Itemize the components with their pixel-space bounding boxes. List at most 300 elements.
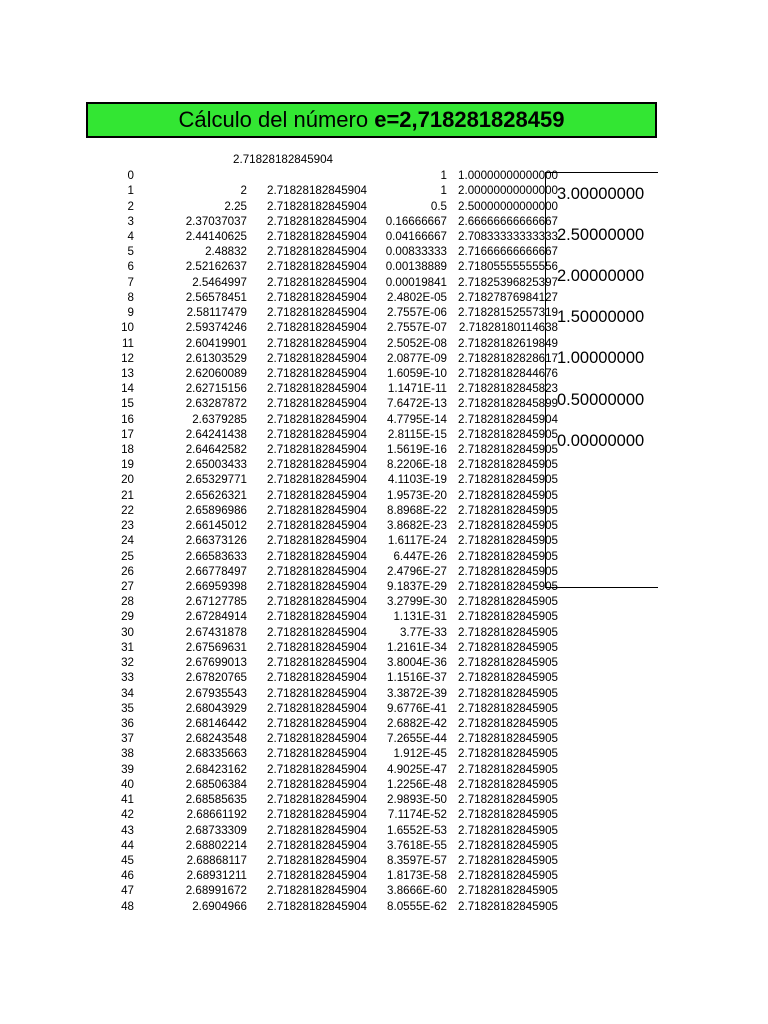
term-cell: 3.8666E-60 [387,884,447,898]
e-value-cell: 2.71828182845904 [267,229,367,243]
term-cell: 0.00138889 [385,260,447,274]
sum-cell: 2.71828182845905 [458,610,558,624]
index-cell: 5 [127,245,134,259]
e-value-cell: 2.71828182845904 [267,199,367,213]
e-value-cell: 2.71828182845904 [267,701,367,715]
approx-cell: 2.66959398 [185,580,247,594]
approx-cell: 2.68043929 [185,701,247,715]
approx-cell: 2.68733309 [185,823,247,837]
e-value-cell: 2.71828182845904 [267,884,367,898]
table-row [100,701,558,716]
table-row [100,488,558,503]
table-row [100,259,558,274]
sum-cell: 2.71805555555556 [458,260,558,274]
term-cell: 3.8682E-23 [387,519,447,533]
index-cell: 10 [121,321,134,335]
index-cell: 17 [121,427,134,441]
approx-cell: 2.64642582 [185,443,247,457]
term-cell: 3.2799E-30 [387,595,447,609]
term-cell: 1.2161E-34 [387,640,447,654]
index-cell: 38 [121,747,134,761]
e-value-cell: 2.71828182845904 [267,473,367,487]
term-cell: 2.6882E-42 [387,716,447,730]
table-row [100,625,558,640]
term-cell: 4.7795E-14 [387,412,447,426]
e-value-cell: 2.71828182845904 [267,838,367,852]
index-cell: 33 [121,671,134,685]
table-row [100,807,558,822]
sum-cell: 2.71827876984127 [458,290,558,304]
table-row [100,716,558,731]
approx-cell: 2.68335663 [185,747,247,761]
term-cell: 2.5052E-08 [387,336,447,350]
sum-cell: 2.71828182845905 [458,458,558,472]
chart-area [545,172,668,588]
sum-cell: 2.71828182619849 [458,336,558,350]
table-row [100,198,558,213]
e-value-cell: 2.71828182845904 [267,671,367,685]
index-cell: 34 [121,686,134,700]
approx-cell: 2.56578451 [185,290,247,304]
term-cell: 1.131E-31 [393,610,447,624]
approx-cell: 2.67127785 [185,595,247,609]
table-row [100,822,558,837]
approx-cell: 2.6904966 [192,899,247,913]
e-value-cell: 2.71828182845904 [267,656,367,670]
sum-cell: 2.71828182845905 [458,869,558,883]
e-value-cell: 2.71828182845904 [267,351,367,365]
term-cell: 7.2655E-44 [387,732,447,746]
index-cell: 0 [127,169,134,183]
term-cell: 7.6472E-13 [387,397,447,411]
approx-cell: 2.66778497 [185,564,247,578]
approx-cell: 2.65896986 [185,503,247,517]
approx-cell: 2.65003433 [185,458,247,472]
approx-cell: 2.68146442 [185,716,247,730]
e-value-cell: 2.71828182845904 [267,580,367,594]
term-cell: 6.447E-26 [393,549,447,563]
table-row [100,655,558,670]
sum-cell: 2.71828182845905 [458,625,558,639]
sum-cell: 2.71828180114638 [458,321,558,335]
sum-cell: 2.71828182845905 [458,884,558,898]
e-value-cell: 2.71828182845904 [267,336,367,350]
approx-cell: 2.65329771 [185,473,247,487]
index-cell: 20 [121,473,134,487]
sum-cell: 2.50000000000000 [458,199,558,213]
limit-value-cell: 2.71828182845904 [233,153,333,166]
index-cell: 31 [121,640,134,654]
table-row [100,503,558,518]
y-axis-tick-label: 1.50000000 [557,308,645,327]
index-cell: 30 [121,625,134,639]
approx-cell: 2.37037037 [185,214,247,228]
approx-cell: 2.68661192 [186,808,247,822]
approx-cell: 2.68802214 [185,838,247,852]
index-cell: 4 [127,229,134,243]
sum-cell: 2.71828182845905 [458,503,558,517]
sum-cell: 1.00000000000000 [458,169,558,183]
term-cell: 3.7618E-55 [387,838,447,852]
table-row [100,366,558,381]
e-value-cell: 2.71828182845904 [267,549,367,563]
term-cell: 2.8115E-15 [387,427,447,441]
e-value-cell: 2.71828182845904 [267,595,367,609]
index-cell: 25 [121,549,134,563]
index-cell: 9 [127,306,134,320]
approx-cell: 2.65626321 [185,488,247,502]
sum-cell: 2.71828182845905 [458,808,558,822]
approx-cell: 2.68585635 [185,793,247,807]
table-row [100,853,558,868]
y-axis-tick-label: 1.00000000 [557,349,645,368]
e-value-cell: 2.71828182845904 [267,869,367,883]
index-cell: 47 [121,884,134,898]
index-cell: 32 [121,656,134,670]
index-cell: 15 [121,397,134,411]
term-cell: 2.4802E-05 [387,290,447,304]
e-value-cell: 2.71828182845904 [267,321,367,335]
sum-cell: 2.71828182845905 [458,640,558,654]
term-cell: 3.3872E-39 [387,686,447,700]
y-axis-tick-label: 2.00000000 [557,267,645,286]
e-value-cell: 2.71828182845904 [267,610,367,624]
term-cell: 1.8173E-58 [387,869,447,883]
table-row [100,214,558,229]
table-row [100,229,558,244]
e-value-cell: 2.71828182845904 [267,762,367,776]
term-cell: 1 [440,169,447,183]
term-cell: 2.4796E-27 [387,564,447,578]
sum-cell: 2.71825396825397 [458,275,558,289]
approx-cell: 2.68991672 [185,884,247,898]
e-value-cell: 2.71828182845904 [267,214,367,228]
term-cell: 8.8968E-22 [387,503,447,517]
sum-cell: 2.71828182845905 [458,838,558,852]
table-row [100,396,558,411]
term-cell: 1.9573E-20 [387,488,447,502]
table-row [100,533,558,548]
term-cell: 7.1174E-52 [387,808,447,822]
sum-cell: 2.71828182845905 [458,443,558,457]
sum-cell: 2.71828182845905 [458,427,558,441]
index-cell: 45 [121,853,134,867]
approx-cell: 2.44140625 [185,229,247,243]
term-cell: 4.1103E-19 [387,473,447,487]
table-row [100,427,558,442]
e-value-cell: 2.71828182845904 [267,397,367,411]
table-row [100,351,558,366]
e-value-cell: 2.71828182845904 [267,306,367,320]
e-value-cell: 2.71828182845904 [267,808,367,822]
approx-cell: 2.67699013 [185,656,247,670]
sum-cell: 2.71828182845905 [458,823,558,837]
e-value-cell: 2.71828182845904 [267,625,367,639]
term-cell: 8.2206E-18 [387,458,447,472]
sum-cell: 2.71828182845905 [458,595,558,609]
table-row [100,579,558,594]
e-value-cell: 2.71828182845904 [267,640,367,654]
table-row [100,442,558,457]
term-cell: 1 [440,184,447,198]
sum-cell: 2.71828182845823 [458,382,558,396]
table-row [100,320,558,335]
approx-cell: 2.48832 [205,245,247,259]
e-value-cell: 2.71828182845904 [267,260,367,274]
index-cell: 29 [121,610,134,624]
index-cell: 39 [121,762,134,776]
title-bold-value: e=2,718281828459 [374,107,565,132]
sum-cell: 2.71828182845899 [458,397,558,411]
table-row [100,899,558,914]
approx-cell: 2.68506384 [185,777,247,791]
table-row [100,762,558,777]
sum-cell: 2.71828182845904 [458,412,558,426]
term-cell: 2.0877E-09 [387,351,447,365]
approx-cell: 2.62715156 [185,382,247,396]
approx-cell: 2.5464997 [192,275,247,289]
table-row [100,457,558,472]
approx-cell: 2.62060089 [185,366,247,380]
index-cell: 42 [121,808,134,822]
e-value-cell: 2.71828182845904 [267,519,367,533]
sum-cell: 2.70833333333333 [458,229,558,243]
e-value-cell: 2.71828182845904 [267,899,367,913]
y-axis-tick-label: 0.50000000 [557,390,645,409]
index-cell: 6 [127,260,134,274]
sum-cell: 2.71828152557319 [458,306,558,320]
approx-cell: 2.52162637 [185,260,247,274]
e-value-cell: 2.71828182845904 [267,443,367,457]
term-cell: 4.9025E-47 [387,762,447,776]
approx-cell: 2.67284914 [185,610,247,624]
approx-cell [134,168,247,183]
index-cell: 12 [121,351,134,365]
sum-cell: 2.71666666666667 [458,245,558,259]
index-cell: 1 [127,184,134,198]
table-row [100,290,558,305]
term-cell: 1.1471E-11 [387,382,447,396]
approx-cell: 2.68423162 [185,762,247,776]
index-cell: 27 [121,580,134,594]
table-row [100,381,558,396]
index-cell: 18 [121,443,134,457]
index-cell: 8 [127,290,134,304]
approx-cell: 2.25 [224,199,247,213]
table-row [100,168,558,183]
e-value-cell: 2.71828182845904 [267,823,367,837]
approx-cell: 2.63287872 [185,397,247,411]
page-right-margin [658,0,768,1024]
table-row [100,412,558,427]
table-row [100,335,558,350]
sum-cell: 2.71828182845905 [458,488,558,502]
term-cell: 9.6776E-41 [387,701,447,715]
table-row [100,670,558,685]
term-cell: 2.9893E-50 [387,793,447,807]
sum-cell: 2.71828182845905 [458,747,558,761]
sum-cell: 2.71828182845905 [458,853,558,867]
index-cell: 21 [121,488,134,502]
table-row [100,777,558,792]
approx-cell: 2.66583633 [185,549,247,563]
index-cell: 41 [121,793,134,807]
table-row [100,564,558,579]
approx-cell: 2.59374246 [185,321,247,335]
approx-cell: 2.6379285 [192,412,247,426]
term-cell: 1.1516E-37 [387,671,447,685]
table-row [100,518,558,533]
index-cell: 40 [121,777,134,791]
e-value-cell: 2.71828182845904 [267,184,367,198]
index-cell: 14 [121,382,134,396]
e-value-cell: 2.71828182845904 [267,747,367,761]
index-cell: 44 [121,838,134,852]
index-cell: 3 [127,214,134,228]
table-row [100,548,558,563]
term-cell: 8.3597E-57 [387,853,447,867]
index-cell: 13 [121,366,134,380]
term-cell: 0.04166667 [385,229,447,243]
table-row [100,275,558,290]
term-cell: 0.16666667 [385,214,447,228]
index-cell: 7 [127,275,134,289]
e-value-cell: 2.71828182845904 [267,245,367,259]
table-row [100,594,558,609]
sum-cell: 2.00000000000000 [458,184,558,198]
e-value-cell: 2.71828182845904 [267,564,367,578]
approx-cell: 2.58117479 [186,306,247,320]
e-value-cell: 2.71828182845904 [267,777,367,791]
table-row [100,609,558,624]
index-cell: 11 [121,336,134,350]
y-axis-tick-label: 3.00000000 [557,185,645,203]
term-cell: 2.7557E-07 [387,321,447,335]
approx-cell: 2.67431878 [185,625,247,639]
term-cell: 9.1837E-29 [387,580,447,594]
term-cell: 3.8004E-36 [387,656,447,670]
sum-cell: 2.71828182845905 [458,564,558,578]
sum-cell: 2.66666666666667 [458,214,558,228]
e-value-cell: 2.71828182845904 [267,534,367,548]
term-cell: 1.6117E-24 [387,534,447,548]
e-value-cell [247,168,367,183]
e-value-cell: 2.71828182845904 [267,427,367,441]
e-value-cell: 2.71828182845904 [267,275,367,289]
e-value-cell: 2.71828182845904 [267,458,367,472]
table-row [100,731,558,746]
index-cell: 16 [121,412,134,426]
term-cell: 1.2256E-48 [387,777,447,791]
e-value-cell: 2.71828182845904 [267,853,367,867]
index-cell: 48 [121,899,134,913]
index-cell: 37 [121,732,134,746]
table-row [100,746,558,761]
e-value-cell: 2.71828182845904 [267,793,367,807]
index-cell: 22 [121,503,134,517]
table-row [100,868,558,883]
index-cell: 28 [121,595,134,609]
e-value-cell: 2.71828182845904 [267,382,367,396]
approx-cell: 2.66145012 [185,519,247,533]
sum-cell: 2.71828182845905 [458,732,558,746]
approx-cell: 2.68868117 [186,853,247,867]
e-value-cell: 2.71828182845904 [267,732,367,746]
approx-cell: 2.68931211 [186,869,247,883]
sum-cell: 2.71828182845905 [458,580,558,594]
sum-cell: 2.71828182845905 [458,519,558,533]
term-cell: 1.6552E-53 [387,823,447,837]
approx-cell: 2.67820765 [185,671,247,685]
index-cell: 23 [121,519,134,533]
e-value-cell: 2.71828182845904 [267,716,367,730]
table-row [100,183,558,198]
sum-cell: 2.71828182845905 [458,777,558,791]
data-table [100,168,558,914]
sum-cell: 2.71828182845905 [458,762,558,776]
approx-cell: 2.66373126 [185,534,247,548]
index-cell: 2 [127,199,134,213]
approx-cell: 2.64241438 [185,427,247,441]
e-value-cell: 2.71828182845904 [267,686,367,700]
sum-cell: 2.71828182845905 [458,899,558,913]
approx-cell: 2.67935543 [185,686,247,700]
term-cell: 0.5 [430,199,447,213]
y-axis-tick-label: 0.00000000 [557,431,645,450]
term-cell: 1.5619E-16 [387,443,447,457]
sheet-title [86,102,657,138]
sum-cell: 2.71828182845905 [458,549,558,563]
table-row [100,838,558,853]
index-cell: 46 [121,869,134,883]
table-row [100,244,558,259]
sum-cell: 2.71828182845905 [458,793,558,807]
term-cell: 8.0555E-62 [387,899,447,913]
table-row [100,883,558,898]
e-value-cell: 2.71828182845904 [267,290,367,304]
index-cell: 43 [121,823,134,837]
sum-cell: 2.71828182845905 [458,701,558,715]
sum-cell: 2.71828182845905 [458,656,558,670]
term-cell: 0.00833333 [385,245,447,259]
sum-cell: 2.71828182845905 [458,671,558,685]
table-row [100,305,558,320]
table-row [100,472,558,487]
e-value-cell: 2.71828182845904 [267,412,367,426]
term-cell: 1.912E-45 [393,747,447,761]
approx-cell: 2.67569631 [185,640,247,654]
term-cell: 3.77E-33 [399,625,447,639]
approx-cell: 2.60419901 [185,336,247,350]
index-cell: 19 [121,458,134,472]
e-value-cell: 2.71828182845904 [267,488,367,502]
title-prefix: Cálculo del número [178,107,375,132]
table-row [100,640,558,655]
e-value-cell: 2.71828182845904 [267,366,367,380]
index-cell: 24 [121,534,134,548]
e-value-cell: 2.71828182845904 [267,503,367,517]
table-row [100,685,558,700]
index-cell: 35 [121,701,134,715]
approx-cell: 2.68243548 [185,732,247,746]
term-cell: 0.00019841 [385,275,447,289]
sum-cell: 2.71828182845905 [458,473,558,487]
sum-cell: 2.71828182845905 [458,686,558,700]
sum-cell: 2.71828182828617 [458,351,558,365]
approx-cell: 2.61303529 [185,351,247,365]
y-axis-tick-label: 2.50000000 [557,226,645,245]
sum-cell: 2.71828182845905 [458,716,558,730]
